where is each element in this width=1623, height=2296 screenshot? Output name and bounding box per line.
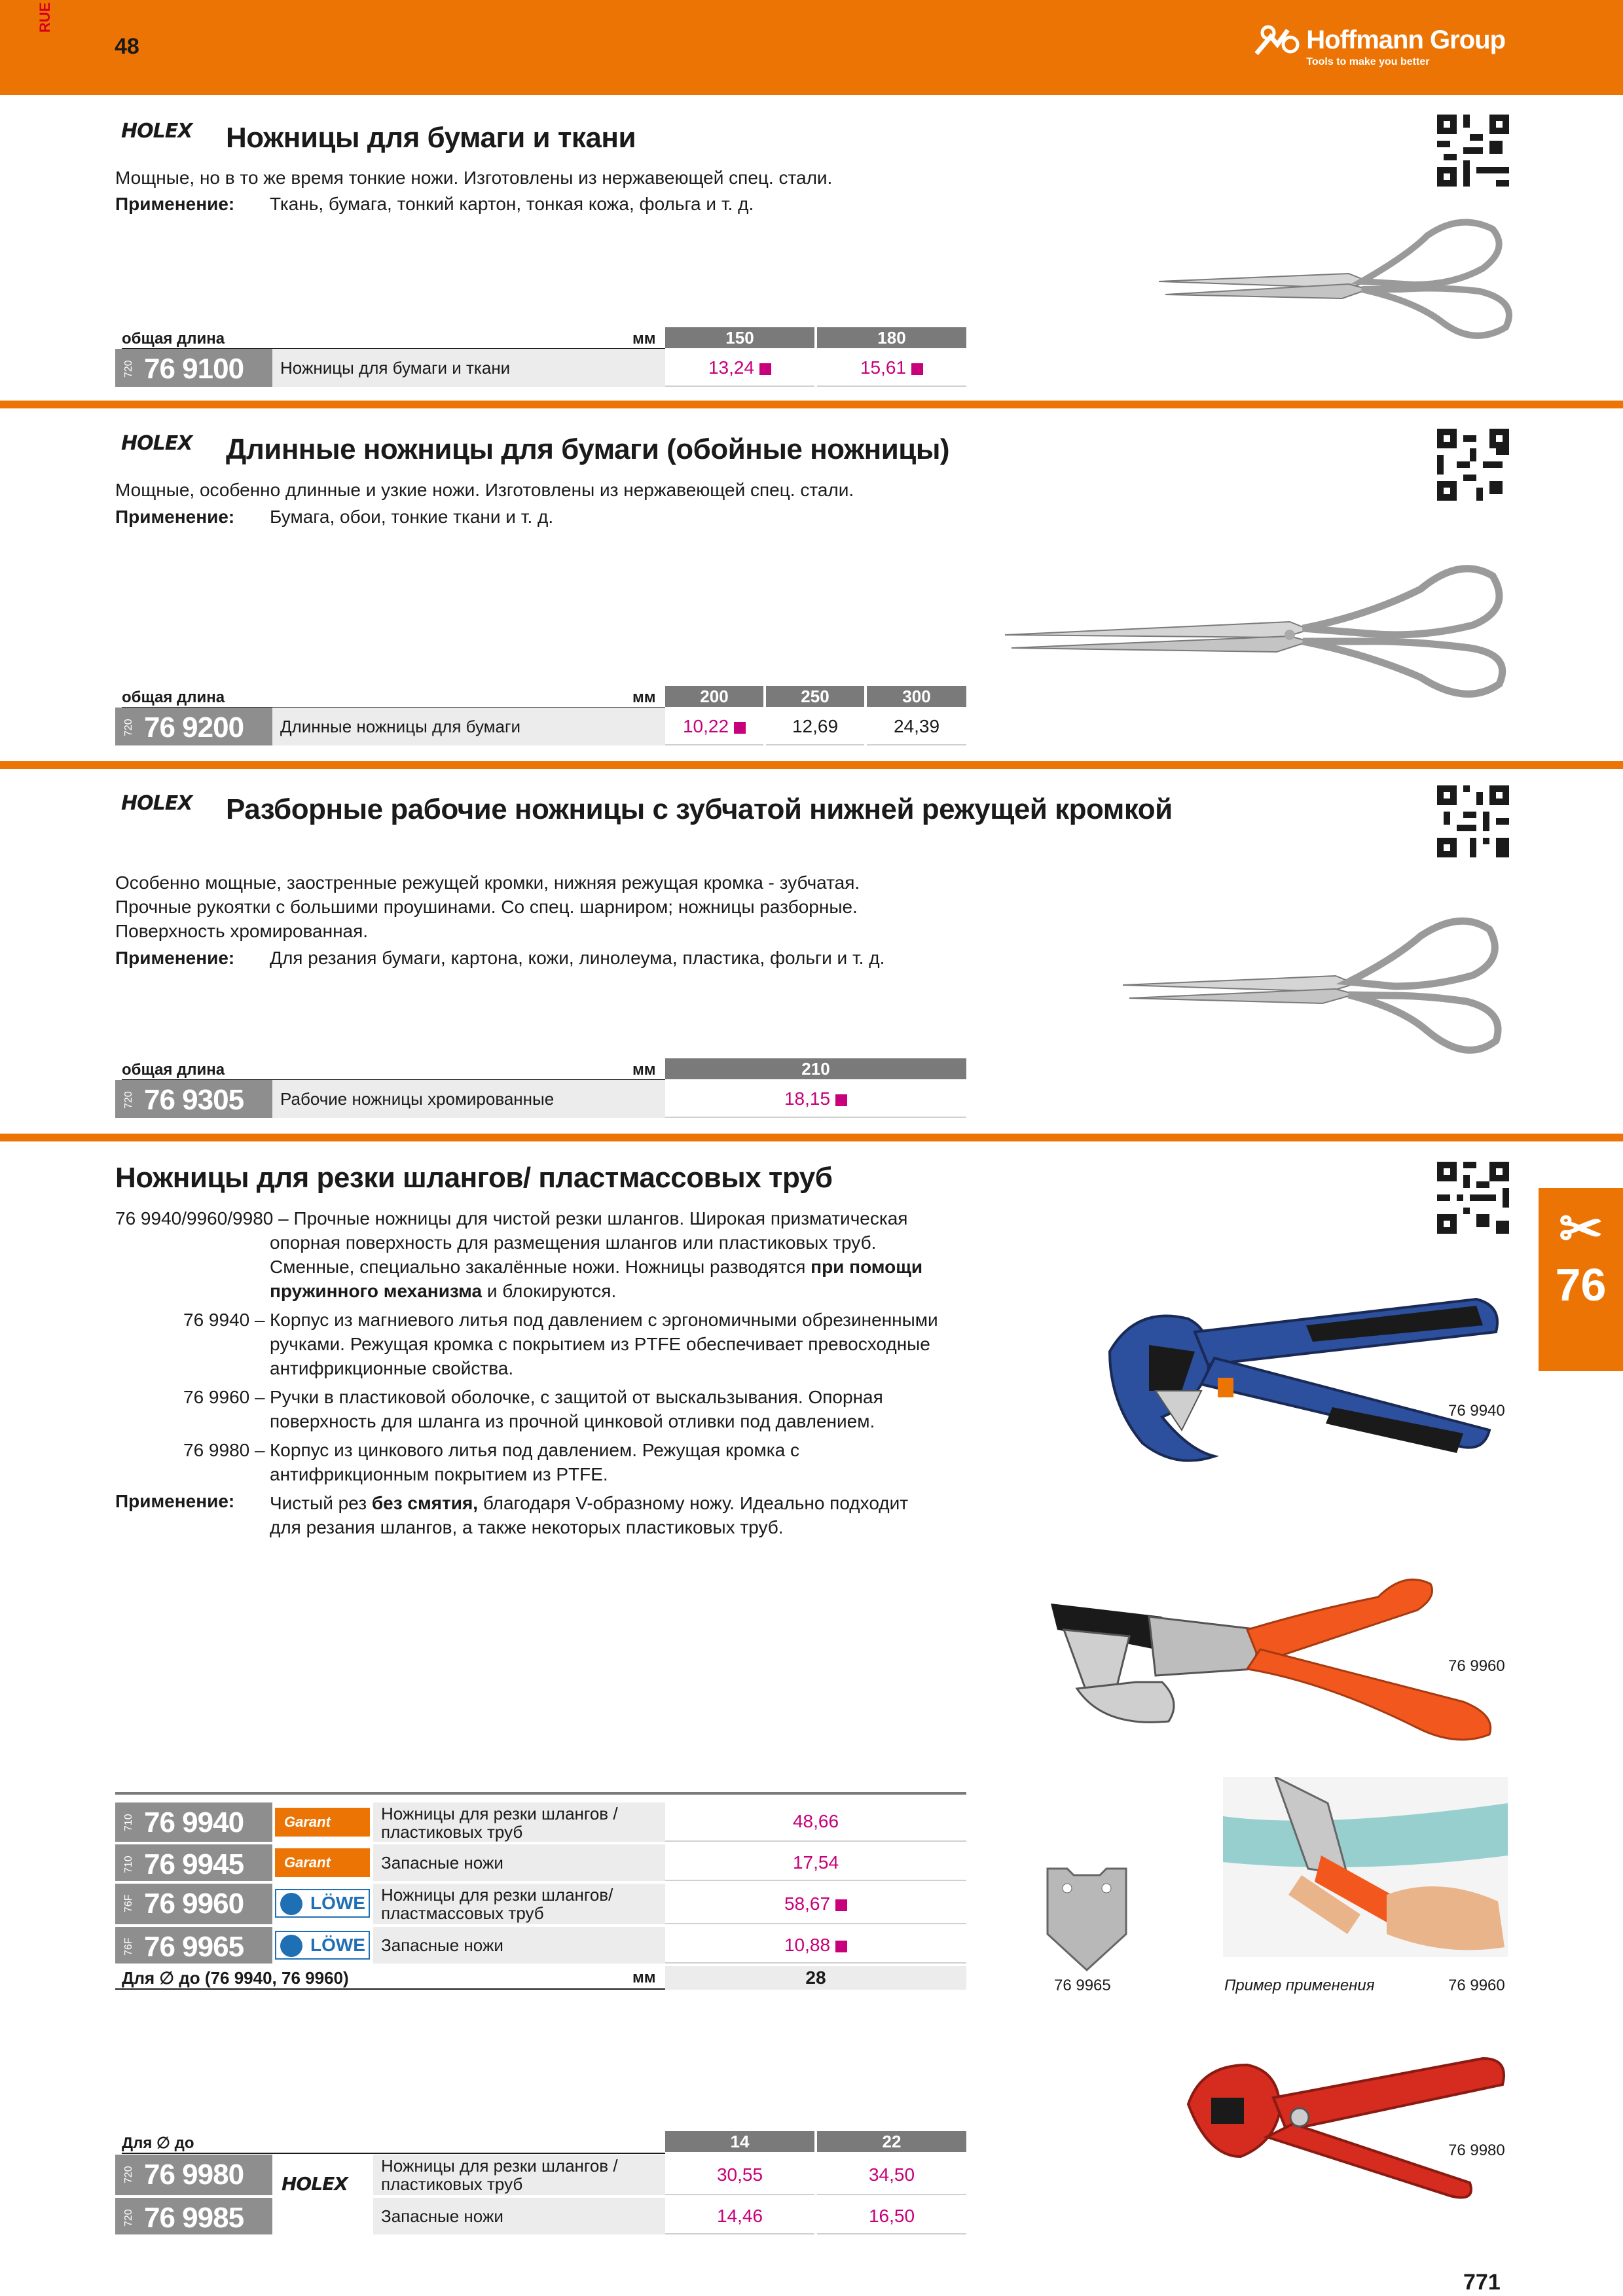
garant-logo: Garant xyxy=(275,1848,370,1877)
price: 10,88 xyxy=(665,1927,966,1964)
section2-application-label: Применение: xyxy=(115,507,235,527)
spec-label-length: общая длина xyxy=(122,689,665,708)
price: 30,55 xyxy=(665,2155,814,2195)
qr-code-icon[interactable] xyxy=(1437,115,1509,187)
garant-logo: Garant xyxy=(275,1808,370,1837)
spec-label-length: общая длина xyxy=(122,330,665,350)
image-label-9940: 76 9940 xyxy=(1448,1402,1505,1420)
variant-9960-line-2: поверхность для шланга из прочной цинковой отливки под давлением. xyxy=(270,1411,875,1431)
variant-9980-line-1: Корпус из цинкового литья под давлением. Режущая кромка с xyxy=(270,1440,799,1460)
product-name: Запасные ножи xyxy=(373,1844,665,1881)
section-divider xyxy=(0,761,1623,769)
application-photo xyxy=(1223,1777,1508,1957)
section2-application-text: Бумага, обои, тонкие ткани и т. д. xyxy=(270,507,554,527)
diameter-value: 28 xyxy=(665,1966,966,1990)
price: 34,50 xyxy=(817,2155,966,2195)
size-header: 150 xyxy=(665,327,814,348)
chapter-tab[interactable] xyxy=(1539,1188,1623,1371)
image-label-example: Пример применения xyxy=(1224,1977,1375,1994)
page-header xyxy=(0,0,1623,95)
region-code: RUE xyxy=(37,2,53,33)
variant-9980-code: 76 9980 – xyxy=(183,1440,265,1460)
spare-blade-image xyxy=(1041,1862,1133,1973)
size-header: 180 xyxy=(817,327,966,348)
price: 48,66 xyxy=(665,1803,966,1842)
product-name: Ножницы для бумаги и ткани xyxy=(272,349,665,387)
unit-mm: мм xyxy=(632,1969,656,1986)
page-number-top: 48 xyxy=(115,34,139,59)
variant-9960-code: 76 9960 – xyxy=(183,1387,265,1407)
article-number: 710 76 9945 xyxy=(115,1844,272,1881)
section-divider xyxy=(0,401,1623,408)
size-header: 300 xyxy=(867,686,966,707)
unit-mm: мм xyxy=(632,330,656,348)
spec-label-length: общая длина xyxy=(122,1061,665,1081)
pipe-cutter-9940-image xyxy=(1084,1293,1503,1489)
image-label-9980: 76 9980 xyxy=(1448,2142,1505,2159)
section1-application-text: Ткань, бумага, тонкий картон, тонкая кожа, фольга и т. д. xyxy=(270,194,754,214)
product-name: Запасные ножи xyxy=(373,1927,665,1964)
section3-title: Разборные рабочие ножницы с зубчатой нижней режущей кромкой xyxy=(226,793,1173,825)
section3-application-label: Применение: xyxy=(115,948,235,968)
image-label-9965: 76 9965 xyxy=(1054,1977,1111,1994)
price: 15,61 xyxy=(817,349,966,387)
section2-title: Длинные ножницы для бумаги (обойные ножницы) xyxy=(226,433,950,465)
chapter-number: 76 xyxy=(1555,1259,1607,1310)
brand-name: Hoffmann Group xyxy=(1306,25,1505,54)
variant-9940-line-3: антифрикционные свойства. xyxy=(270,1358,514,1378)
qr-code-icon[interactable] xyxy=(1437,785,1509,857)
section3-description-2: Прочные рукоятки с большими проушинами. Со спец. шарниром; ножницы разборные. xyxy=(115,897,858,917)
long-paper-scissors-image xyxy=(1002,550,1512,713)
article-number: 720 76 9985 xyxy=(115,2198,272,2234)
holex-logo: HOLEX xyxy=(121,792,192,815)
section4-application-label: Применение: xyxy=(115,1491,235,1511)
price: 24,39 xyxy=(867,708,966,745)
variant-9980-line-2: антифрикционным покрытием из PTFE. xyxy=(270,1464,608,1484)
table-top-line xyxy=(115,1792,966,1795)
section4-application-line-2: для резания шлангов, а также некоторых пластиковых труб. xyxy=(270,1517,784,1537)
price: 12,69 xyxy=(766,708,864,745)
image-label-9960: 76 9960 xyxy=(1448,1657,1505,1675)
section1-title: Ножницы для бумаги и ткани xyxy=(226,122,636,154)
article-number: 76F 76 9960 xyxy=(115,1884,272,1924)
cutting-tools-icon: ✂ xyxy=(1558,1200,1603,1258)
unit-mm: мм xyxy=(632,1061,656,1079)
price: 18,15 xyxy=(665,1080,966,1118)
size-header: 200 xyxy=(665,686,763,707)
intro-line-2: опорная поверхность для размещения шлангов или пластиковых труб. xyxy=(270,1232,877,1253)
product-name: Запасные ножи xyxy=(373,2198,665,2234)
intro-line-4: пружинного механизма и блокируются. xyxy=(270,1281,617,1301)
section3-application-text: Для резания бумаги, картона, кожи, линолеума, пластика, фольги и т. д. xyxy=(270,948,885,968)
section-divider xyxy=(0,1134,1623,1141)
variant-9940-line-1: Корпус из магниевого литья под давлением с эргономичными обрезиненными xyxy=(270,1310,938,1330)
article-number: 720 76 9100 xyxy=(115,349,272,387)
intro-line-3: Сменные, специально закалённые ножи. Ножницы разводятся при помощи xyxy=(270,1257,923,1277)
paper-scissors-image xyxy=(1152,216,1519,353)
article-number: 720 76 9980 xyxy=(115,2155,272,2195)
product-name: Длинные ножницы для бумаги xyxy=(272,708,665,745)
brand-logo xyxy=(1254,25,1505,68)
size-header: 210 xyxy=(665,1058,966,1079)
section4-application-line-1: Чистый рез без смятия, благодаря V-образному ножу. Идеально подходит xyxy=(270,1493,909,1513)
holex-logo: HOLEX xyxy=(121,432,192,455)
article-number: 720 76 9200 xyxy=(115,708,272,745)
article-number: 720 76 9305 xyxy=(115,1080,272,1118)
pipe-cutter-9980-image xyxy=(1175,2045,1509,2209)
variant-9960-line-1: Ручки в пластиковой оболочке, с защитой от выскальзывания. Опорная xyxy=(270,1387,883,1407)
lowe-logo: LÖWE xyxy=(275,1889,370,1918)
lowe-logo: LÖWE xyxy=(275,1931,370,1960)
product-name: Ножницы для резки шлангов/ пластмассовых труб xyxy=(373,1884,665,1924)
article-number: 710 76 9940 xyxy=(115,1803,272,1842)
size-header: 250 xyxy=(766,686,864,707)
section3-description-3: Поверхность хромированная. xyxy=(115,921,369,941)
price: 17,54 xyxy=(665,1844,966,1881)
price: 14,46 xyxy=(665,2198,814,2234)
price: 10,22 xyxy=(665,708,763,745)
price: 16,50 xyxy=(817,2198,966,2234)
section3-description-1: Особенно мощные, заостренные режущей кромки, нижняя режущая кромка - зубчатая. xyxy=(115,872,860,893)
section1-application-label: Применение: xyxy=(115,194,235,214)
product-name: Ножницы для резки шлангов / пластиковых труб xyxy=(373,1803,665,1842)
variant-9940-code: 76 9940 – xyxy=(183,1310,265,1330)
qr-code-icon[interactable] xyxy=(1437,429,1509,501)
size-header: 14 xyxy=(665,2131,814,2152)
unit-mm: мм xyxy=(632,689,656,706)
section1-description: Мощные, но в то же время тонкие ножи. Изготовлены из нержавеющей спец. стали. xyxy=(115,168,833,188)
page-number-bottom: 771 xyxy=(1463,2270,1501,2295)
holex-logo: HOLEX xyxy=(282,2173,348,2195)
section2-description: Мощные, особенно длинные и узкие ножи. Изготовлены из нержавеющей спец. стали. xyxy=(115,480,854,500)
price: 13,24 xyxy=(665,349,814,387)
pipe-cutter-9960-image xyxy=(1038,1571,1509,1754)
diameter-label: Для ∅ до xyxy=(122,2134,665,2154)
price: 58,67 xyxy=(665,1884,966,1924)
variant-9940-line-2: ручками. Режущая кромка с покрытием из PTFE обеспечивает превосходные xyxy=(270,1334,930,1354)
hoffmann-logo-icon xyxy=(1254,25,1300,55)
section4-title: Ножницы для резки шлангов/ пластмассовых труб xyxy=(115,1162,833,1194)
holex-logo: HOLEX xyxy=(121,120,192,143)
product-name: Рабочие ножницы хромированные xyxy=(272,1080,665,1118)
intro-line-1: 76 9940/9960/9980 – Прочные ножницы для чистой резки шлангов. Широкая призматическая xyxy=(115,1208,908,1229)
article-number: 76F 76 9965 xyxy=(115,1927,272,1964)
image-label-9960-example: 76 9960 xyxy=(1448,1977,1505,1994)
workshop-scissors-image xyxy=(1120,913,1512,1070)
brand-tagline: Tools to make you better xyxy=(1306,56,1430,67)
product-name: Ножницы для резки шлангов / пластиковых труб xyxy=(373,2155,665,2195)
size-header: 22 xyxy=(817,2131,966,2152)
diameter-label: Для ∅ до (76 9940, 76 9960) xyxy=(115,1966,665,1990)
qr-code-icon[interactable] xyxy=(1437,1162,1509,1234)
